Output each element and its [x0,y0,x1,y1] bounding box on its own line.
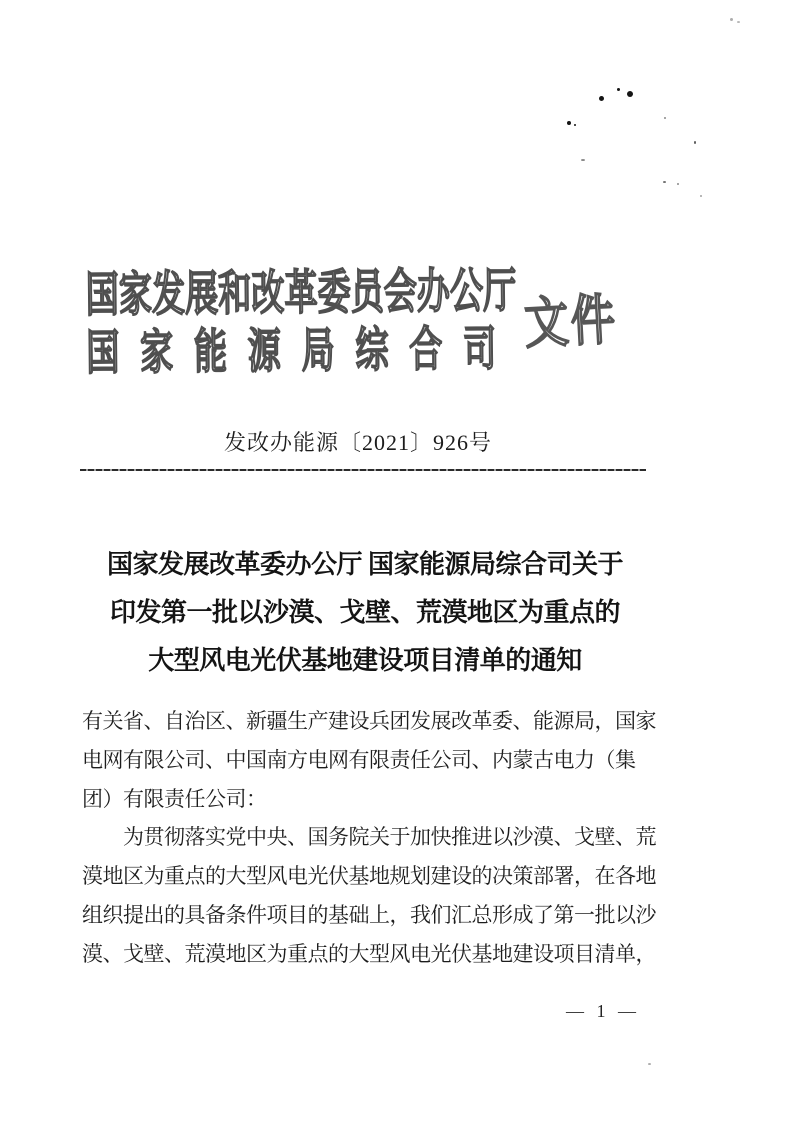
document-type-stamp: 文件 [522,289,619,355]
scan-speck [694,141,696,144]
scan-speck [700,195,702,197]
paragraph-line-1: 为贯彻落实党中央、国务院关于加快推进以沙漠、戈壁、荒 [123,825,656,850]
divider-rule [80,469,646,471]
scan-speck [737,21,740,23]
scan-speck [730,18,733,21]
scan-speck [648,1063,651,1065]
paragraph-line-3: 组织提出的具备条件项目的基础上，我们汇总形成了第一批以沙 [82,902,656,927]
scan-speck [627,91,633,97]
agency-name-line1: 国家发展和改革委员会办公厅 [85,264,517,323]
scan-speck [567,121,571,125]
document-body [82,702,656,974]
title-line-2: 印发第一批以沙漠、戈壁、荒漠地区为重点的 [109,598,620,627]
paragraph-line-2: 漠地区为重点的大型风电光伏基地规划建设的决策部署，在各地 [82,864,656,889]
paragraph-line-4: 漠、戈壁、荒漠地区为重点的大型风电光伏基地建设项目清单， [82,941,656,966]
title-line-3: 大型风电光伏基地建设项目清单的通知 [148,646,582,675]
scan-speck [663,181,666,183]
scan-speck [677,183,679,185]
scan-speck [574,124,576,126]
document-title [0,541,730,685]
recipients-line-1: 有关省、自治区、新疆生产建设兵团发展改革委、能源局，国家 [82,709,656,733]
document-number: 发改办能源〔2021〕926号 [223,430,492,455]
scan-speck [599,96,604,101]
scan-speck [581,159,585,161]
scan-speck [664,117,666,119]
page-number: — 1 — [566,1001,640,1021]
title-line-1: 国家发展改革委办公厅 国家能源局综合司关于 [106,550,623,579]
scan-speck [617,88,620,91]
recipients-line-3: 团）有限责任公司： [82,786,267,811]
agency-name-line2: 国家能源局综合司 [86,322,518,381]
recipients-line-2: 电网有限公司、中国南方电网有限责任公司、内蒙古电力（集 [82,747,636,772]
